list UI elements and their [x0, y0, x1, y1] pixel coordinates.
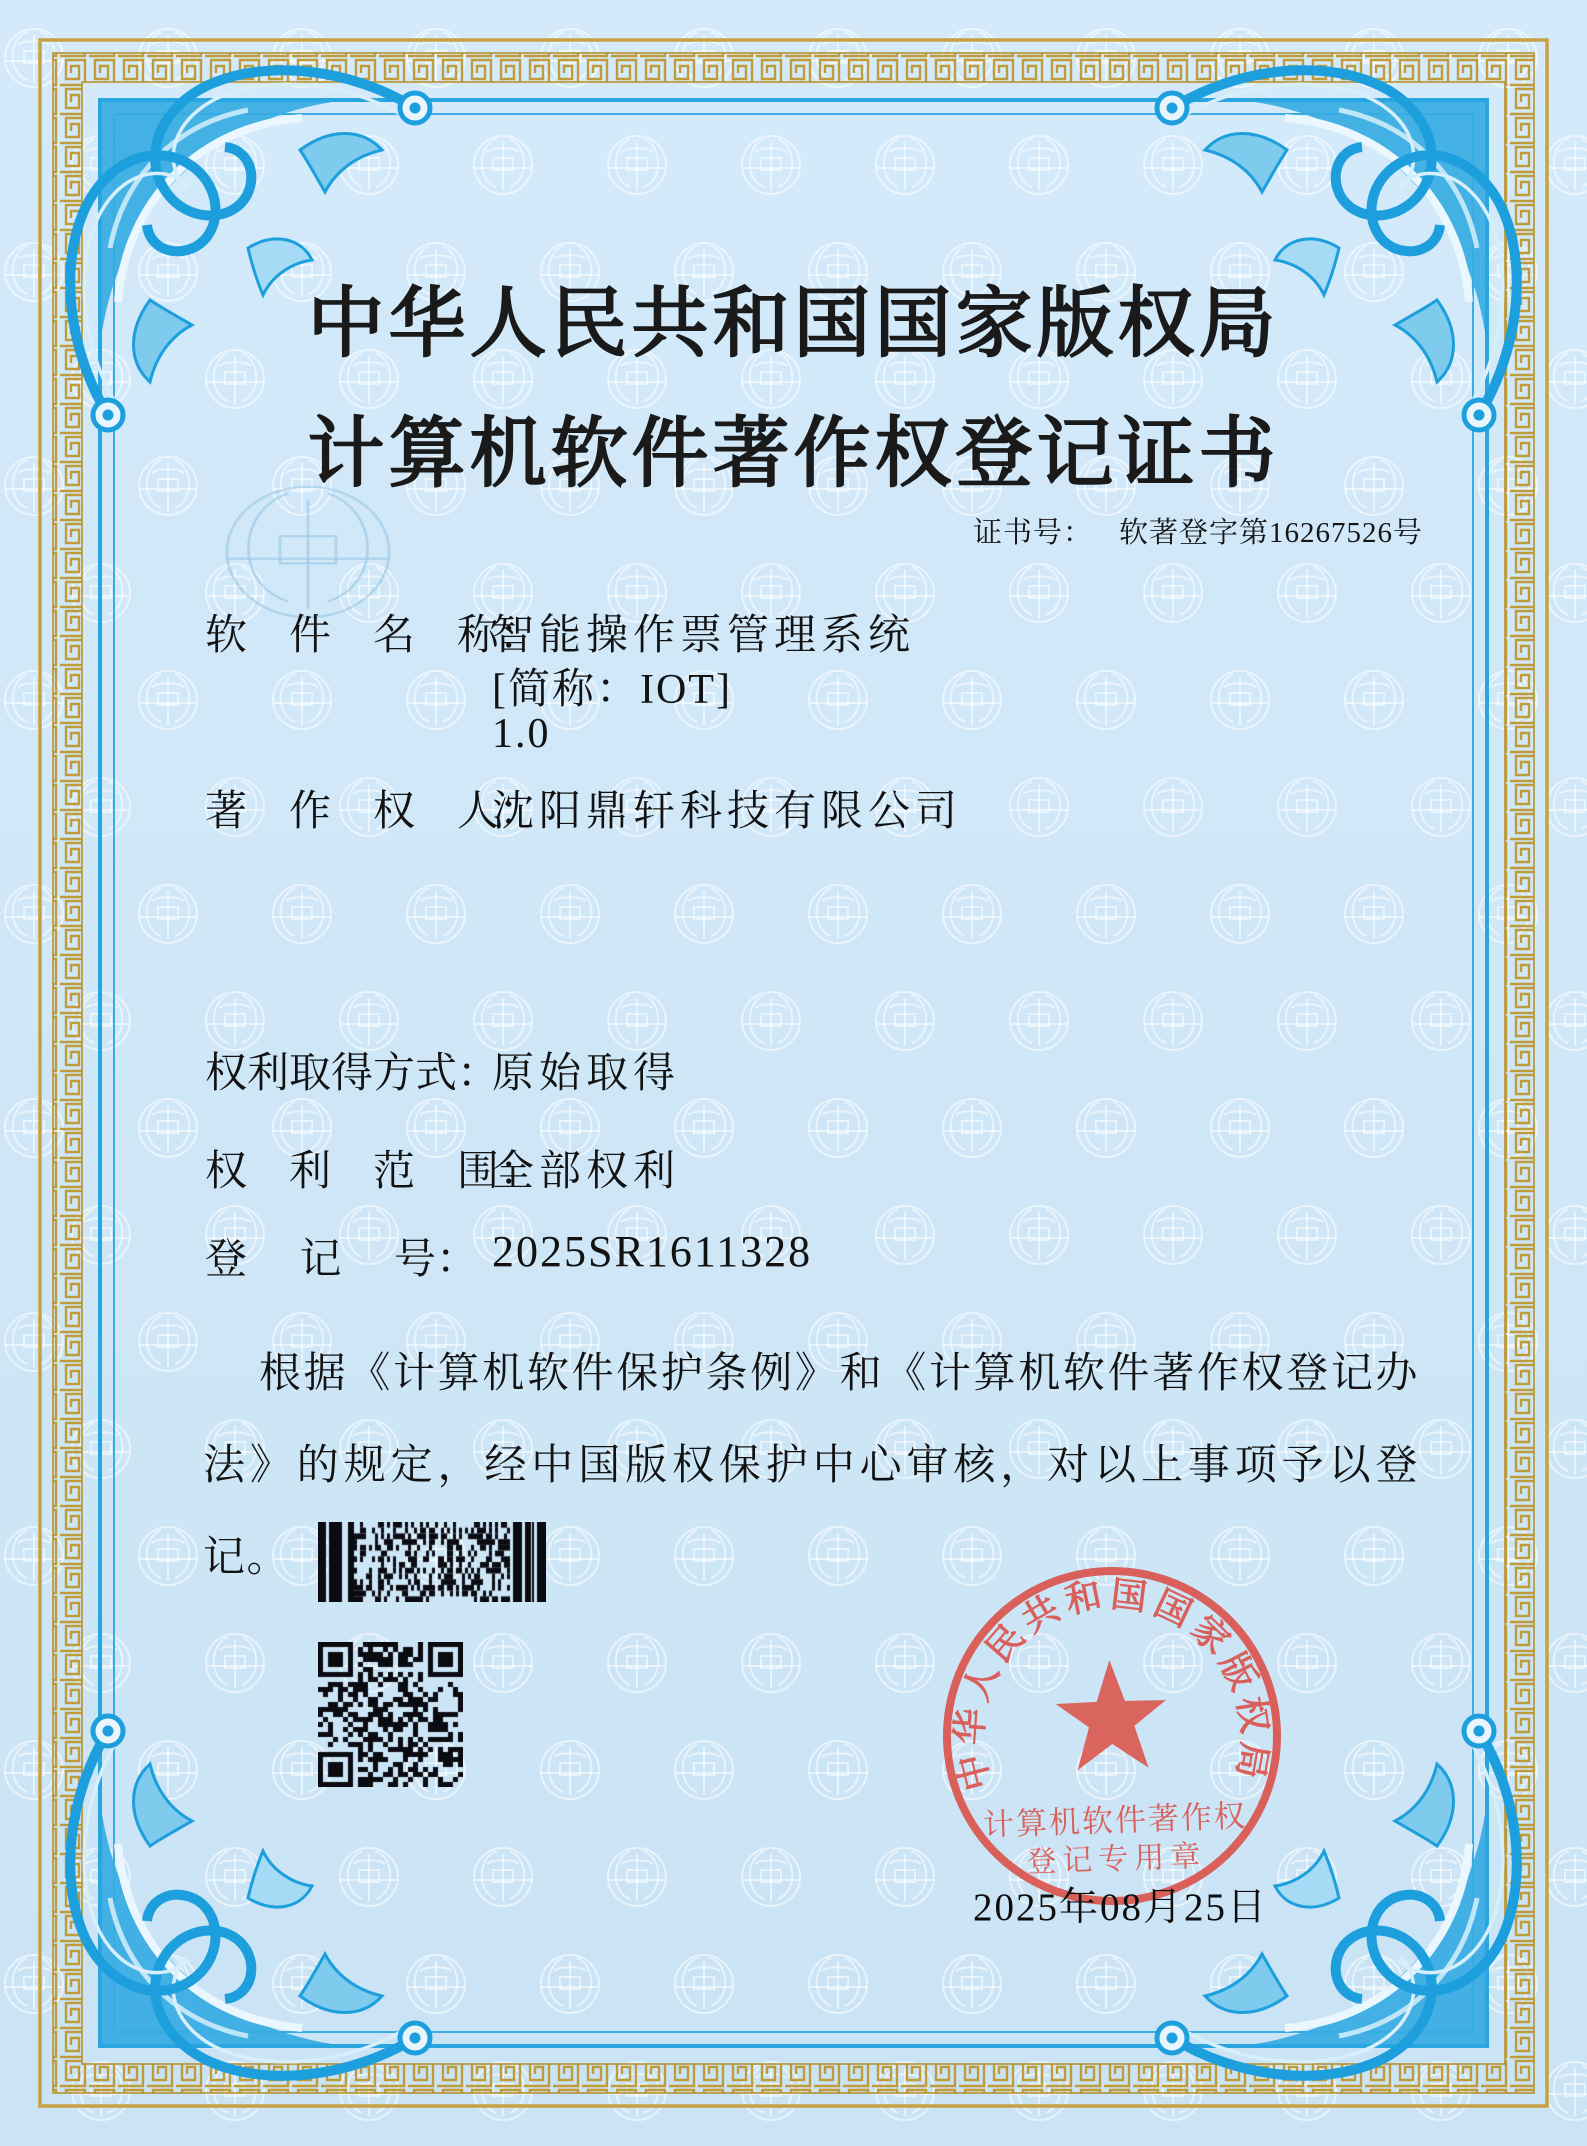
rights-scope-value: 全部权利: [492, 1149, 681, 1195]
acquisition-method-label: 权利取得方式：: [205, 1051, 500, 1097]
registration-statement: 根据《计算机软件保护条例》和《计算机软件著作权登记办法》的规定，经中国版权保护中心审核，对以上事项予以登记。: [203, 1351, 1419, 1581]
qr-code: [318, 1642, 463, 1787]
title-line-2: 计算机软件著作权登记证书: [307, 411, 1280, 497]
acquisition-method-value: 原始取得: [492, 1051, 681, 1097]
barcode: [318, 1522, 546, 1602]
certificate-number-value: 软著登字第16267526号: [1119, 517, 1424, 549]
registration-number-label: 登 记 号：: [205, 1237, 479, 1283]
issue-date: 2025年08月25日: [973, 1886, 1269, 1929]
copyright-owner-value: 沈阳鼎轩科技有限公司: [492, 789, 963, 835]
title-line-1: 中华人民共和国国家版权局: [307, 281, 1280, 367]
certificate-number-label: 证书号：: [973, 517, 1094, 549]
seal-text-line1: 计算机软件著作权: [982, 1798, 1248, 1843]
seal-text-line2: 登记专用章: [1025, 1839, 1207, 1880]
copyright-owner-label: 著 作 权 人：: [205, 789, 542, 835]
software-version: 1.0: [492, 711, 551, 757]
registration-number-value: 2025SR1611328: [492, 1227, 813, 1276]
seal-arc-text: 中华人民共和国国家版权局: [949, 1574, 1275, 1795]
seal-star: [1054, 1658, 1168, 1771]
software-name-label: 软 件 名 称：: [205, 613, 542, 659]
certificate-number-line: [973, 510, 1423, 551]
software-short-name: [简称：IOT]: [492, 667, 732, 713]
official-red-seal: [936, 1560, 1288, 1912]
software-name-value: 智能操作票管理系统: [492, 613, 916, 659]
rights-scope-label: 权 利 范 围：: [205, 1149, 542, 1195]
